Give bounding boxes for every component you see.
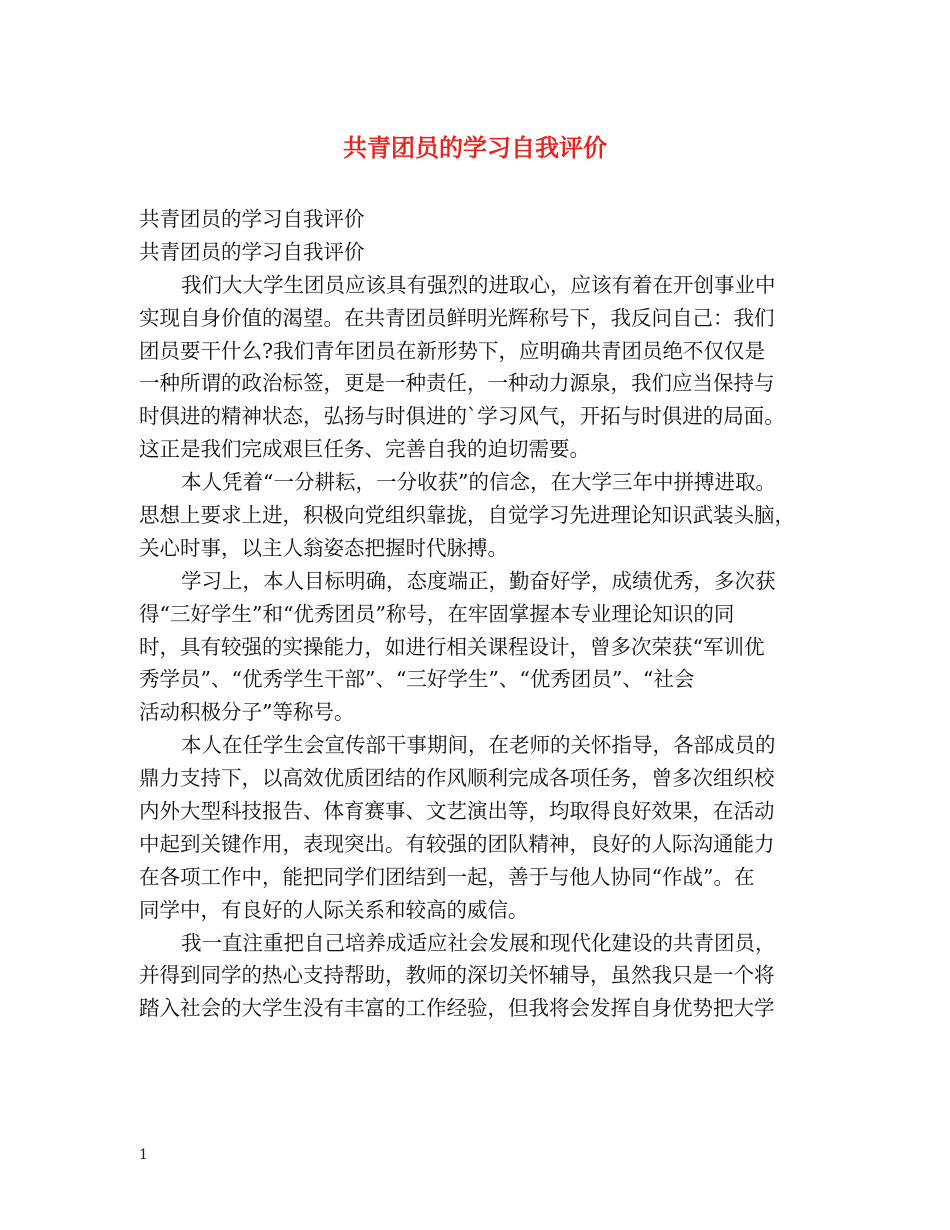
paragraph-line: 中起到关键作用，表现突出。有较强的团队精神，良好的人际沟通能力 [139,831,775,856]
subtitle-line: 共青团员的学习自我评价 [139,207,365,231]
paragraph-line: 关心时事，以主人翁姿态把握时代脉搏。 [139,535,508,560]
paragraph-line: 时俱进的精神状态，弘扬与时俱进的`学习风气，开拓与时俱进的局面。 [139,404,785,429]
paragraph-line: 本人在任学生会宣传部干事期间，在老师的关怀指导，各部成员的 [181,733,776,758]
paragraph-line: 思想上要求上进，积极向党组织靠拢，自觉学习先进理论知识武装头脑， [139,503,795,528]
paragraph-line: 秀学员”、“优秀学生干部”、“三好学生”、“优秀团员”、“社会 [139,667,695,692]
paragraph-line: 同学中，有良好的人际关系和较高的威信。 [139,897,529,922]
document-title: 共青团员的学习自我评价 [343,133,607,162]
paragraph-line: 活动积极分子”等称号。 [139,700,355,725]
paragraph-line: 学习上，本人目标明确，态度端正，勤奋好学，成绩优秀，多次获 [181,568,776,593]
subtitle-line: 共青团员的学习自我评价 [139,239,365,264]
paragraph-line: 鼎力支持下，以高效优质团结的作风顺利完成各项任务，曾多次组织校 [139,766,775,791]
paragraph-line: 并得到同学的热心支持帮助，教师的深切关怀辅导，虽然我只是一个将 [139,963,775,988]
paragraph-line: 一种所谓的政治标签，更是一种责任，一种动力源泉，我们应当保持与 [139,371,775,396]
paragraph-line: 我一直注重把自己培养成适应社会发展和现代化建设的共青团员， [181,930,776,955]
paragraph-line: 本人凭着“一分耕耘，一分收获”的信念，在大学三年中拼搏进取。 [181,470,776,495]
document-body [139,203,825,1025]
page-number: 1 [139,1147,148,1163]
paragraph-line: 踏入社会的大学生没有丰富的工作经验，但我将会发挥自身优势把大学 [139,996,775,1021]
paragraph-line: 得“三好学生”和“优秀团员”称号，在牢固掌握本专业理论知识的同 [139,601,735,626]
paragraph-line: 时，具有较强的实操能力，如进行相关课程设计，曾多次荣获“军训优 [139,634,765,659]
paragraph-line: 这正是我们完成艰巨任务、完善自我的迫切需要。 [139,437,590,462]
paragraph-line: 实现自身价值的渴望。在共青团员鲜明光辉称号下，我反问自己：我们 [139,305,775,330]
paragraph-line: 我们大大学生团员应该具有强烈的进取心，应该有着在开创事业中 [181,272,776,297]
paragraph-line: 在各项工作中，能把同学们团结到一起，善于与他人协同“作战”。在 [139,864,755,889]
paragraph-line: 内外大型科技报告、体育赛事、文艺演出等，均取得良好效果，在活动 [139,799,775,824]
paragraph-line: 团员要干什么?我们青年团员在新形势下，应明确共青团员绝不仅仅是 [139,338,765,363]
